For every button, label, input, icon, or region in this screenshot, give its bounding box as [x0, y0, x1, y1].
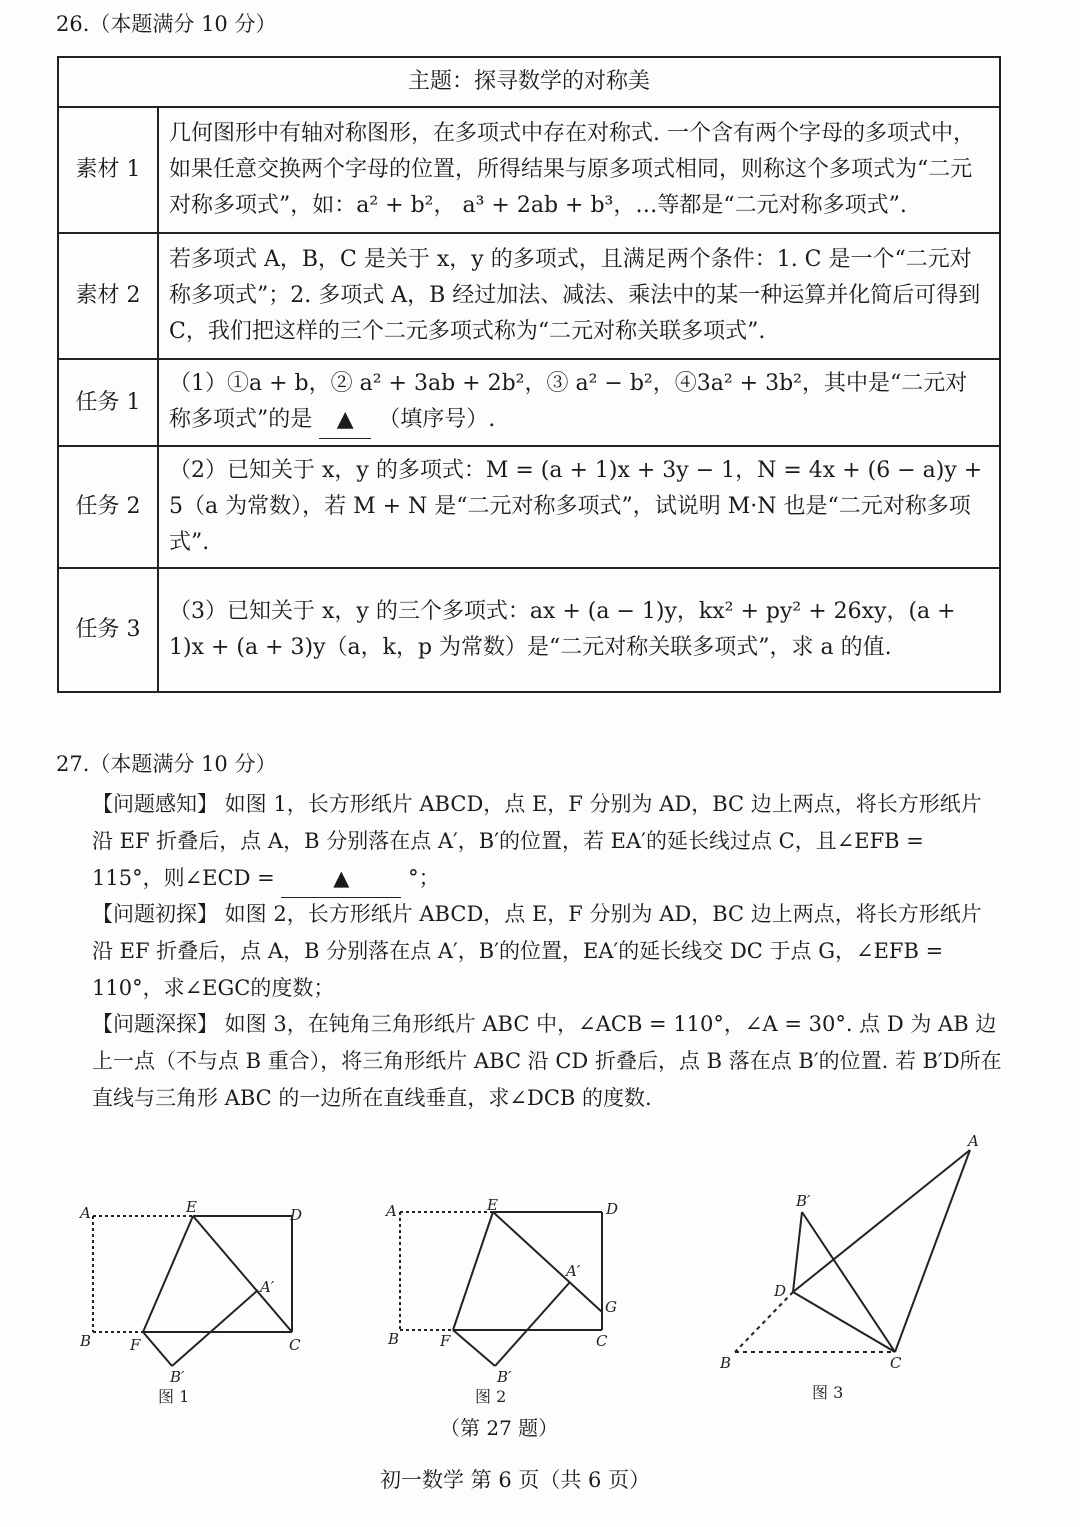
fig1-caption: 图 1 — [158, 1387, 190, 1406]
task-1-suffix: （填序号）. — [378, 407, 496, 432]
fig2-label-E: E — [487, 1196, 498, 1214]
question-27-figure-caption: （第 27 题） — [440, 1416, 559, 1440]
fig2-label-B-prime: B′ — [497, 1368, 512, 1386]
geometry-figures — [0, 1120, 1080, 1410]
fig1-label-B: B — [80, 1332, 92, 1350]
fig3-label-D: D — [774, 1282, 787, 1300]
problem-initial-exploration: 【问题初探】 如图 2，长方形纸片 ABCD，点 E，F 分别为 AD，BC 边上两点，将长方形纸片沿 EF 折叠后，点 A，B 分别落在点 A′，B′的位置，EA′的延长线交 DC 于点 G，∠EFB = 110°，求∠EGC的度数； — [92, 902, 982, 1000]
fig2-label-G: G — [605, 1298, 617, 1316]
fig3-caption: 图 3 — [812, 1383, 844, 1402]
answer-blank: ▲ — [281, 860, 401, 898]
fig3-label-B-prime: B′ — [796, 1192, 811, 1210]
segment-EG — [493, 1212, 602, 1312]
figure-2 — [400, 1212, 602, 1366]
fold-dashed-DB — [735, 1292, 793, 1352]
fold-line-EF — [143, 1216, 193, 1332]
question-27-header: 27.（本题满分 10 分） — [56, 752, 277, 776]
answer-blank: ▲ — [319, 402, 371, 439]
fig1-label-F: F — [130, 1336, 141, 1354]
material-1-text: 几何图形中有轴对称图形，在多项式中存在对称式. 一个含有两个字母的多项式中，如果任意交换两个字母的位置，所得结果与原多项式相同，则称这个多项式为“二元对称多项式”，如：a² + b²， a³ + 2ab + b³，…等都是“二元对称多项式”. — [158, 107, 1000, 233]
material-2-text: 若多项式 A，B，C 是关于 x，y 的多项式，且满足两个条件：1. C 是一个“二元对称多项式”；2. 多项式 A，B 经过加法、减法、乘法中的某一种运算并化简后可得到 C，我们把这样的三个二元多项式称为“二元对称关联多项式”. — [158, 233, 1000, 359]
row-label: 任务 2 — [58, 446, 158, 568]
fig1-label-C: C — [289, 1336, 301, 1354]
segment-B-prime-C — [802, 1212, 895, 1352]
fig3-label-C: C — [890, 1354, 902, 1372]
fig2-label-F: F — [440, 1332, 451, 1350]
fig2-label-C: C — [596, 1332, 608, 1350]
segment-EC — [193, 1216, 292, 1332]
task-3-text: （3）已知关于 x，y 的三个多项式：ax + (a − 1)y，kx² + py² + 26xy，(a + 1)x + (a + 3)y（a，k，p 为常数）是“二元对称关联多项式”，求 a 的值. — [158, 568, 1000, 692]
fig1-label-A-prime: A′ — [260, 1278, 275, 1296]
fig2-label-B: B — [388, 1330, 400, 1348]
fig1-label-B-prime: B′ — [170, 1368, 185, 1386]
fold-line-DC — [793, 1292, 895, 1352]
task-1-text: （1）①a + b，② a² + 3ab + 2b²，③ a² − b²，④3a² + 3b²，其中是“二元对称多项式”的是 — [169, 371, 968, 432]
fig2-caption: 图 2 — [475, 1387, 507, 1406]
page-footer: 初一数学 第 6 页（共 6 页） — [380, 1468, 651, 1492]
topic-title: 主题：探寻数学的对称美 — [58, 57, 1000, 107]
row-label: 任务 3 — [58, 568, 158, 692]
row-label: 任务 1 — [58, 359, 158, 446]
problem-perception-text: 【问题感知】 如图 1，长方形纸片 ABCD，点 E，F 分别为 AD，BC 边上两点，将长方形纸片沿 EF 折叠后，点 A，B 分别落在点 A′，B′的位置，若 EA′的延长线过点 C，且∠EFB = 115°，则∠ECD = — [92, 792, 982, 890]
q26-topic-table — [57, 56, 1001, 693]
fig1-label-E: E — [186, 1198, 197, 1216]
fold-line-EF — [453, 1212, 493, 1330]
fig2-label-D: D — [606, 1200, 619, 1218]
row-label: 素材 1 — [58, 107, 158, 233]
fig2-label-A: A — [386, 1202, 397, 1220]
fig1-label-A: A — [80, 1204, 91, 1222]
task-2-text: （2）已知关于 x，y 的多项式：M = (a + 1)x + 3y − 1，N = 4x + (6 − a)y + 5（a 为常数），若 M + N 是“二元对称多项式”，试说明 M·N 也是“二元对称多项式”. — [158, 446, 1000, 568]
fig1-label-D: D — [290, 1206, 303, 1224]
segment-B-prime-A-prime — [172, 1290, 258, 1366]
fig3-label-A: A — [968, 1132, 979, 1150]
figure-3 — [735, 1150, 970, 1352]
problem-perception — [92, 786, 1002, 898]
segment-B-prime-D — [793, 1212, 802, 1292]
segment-FB-prime — [143, 1332, 172, 1366]
fig2-label-A-prime: A′ — [566, 1262, 581, 1280]
degree-suffix: °； — [408, 866, 440, 890]
question-26-header: 26.（本题满分 10 分） — [56, 12, 277, 36]
task-1-cell — [158, 359, 1000, 446]
row-label: 素材 2 — [58, 233, 158, 359]
problem-deep-exploration: 【问题深探】 如图 3，在钝角三角形纸片 ABC 中，∠ACB = 110°，∠A = 30°. 点 D 为 AB 边上一点（不与点 B 重合），将三角形纸片 ABC 沿 CD 折叠后，点 B 落在点 B′的位置. 若 B′D所在直线与三角形 ABC 的一边所在直线垂直，求∠DCB 的度数. — [92, 1012, 1002, 1110]
segment-B-prime-A-prime — [495, 1282, 570, 1366]
segment-FB-prime — [453, 1330, 495, 1366]
fig3-label-B: B — [720, 1354, 732, 1372]
